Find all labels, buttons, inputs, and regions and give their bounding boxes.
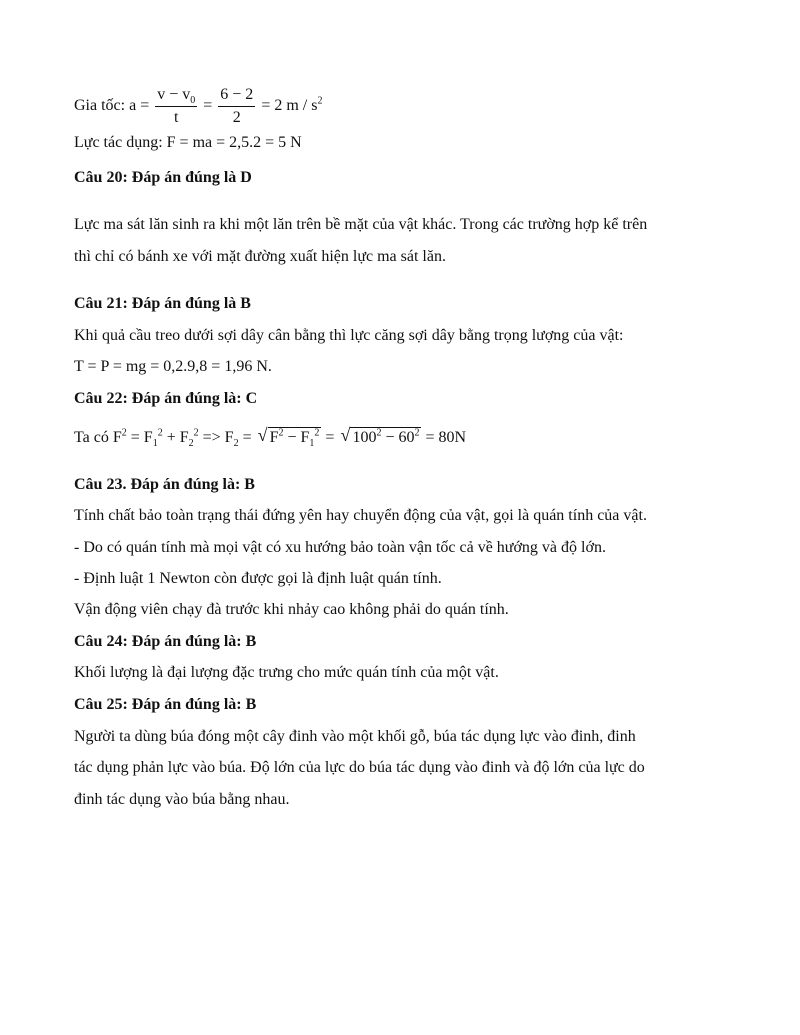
force-equation: F = ma = 2,5.2 = 5 N: [166, 134, 302, 151]
sqrt-100-squared-minus-60-squared: √ $100^2 - 60^2$: [340, 425, 420, 446]
q22-heading: Câu 22: Đáp án đúng là: C: [74, 390, 258, 407]
q23-line-4: Vận động viên chạy đà trước khi nhảy cao không phải do quán tính.: [74, 601, 509, 618]
acceleration-result: = 2 m / $s^2$: [261, 95, 323, 115]
acceleration-lhs: a =: [129, 97, 150, 115]
q25-line-3: đinh tác dụng vào búa bằng nhau.: [74, 791, 290, 808]
q21-line-2: T = P = mg = 0,2.9,8 = 1,96 N.: [74, 358, 272, 375]
q21-heading: Câu 21: Đáp án đúng là B: [74, 295, 251, 312]
force-label: Lực tác dụng:: [74, 134, 163, 151]
q24-line-1: Khối lượng là đại lượng đặc trưng cho mức quán tính của một vật.: [74, 664, 499, 681]
fraction-6-2-over-2: $\frac{6 - 2}{2}$: [220, 86, 254, 126]
force-formula: [74, 133, 302, 153]
q21-line-1: Khi quả cầu treo dưới sợi dây cân bằng thì lực căng sợi dây bằng trọng lượng của vật:: [74, 327, 624, 344]
q25-line-1: Người ta dùng búa đóng một cây đinh vào một khối gỗ, búa tác dụng lực vào đinh, đinh: [74, 728, 636, 745]
q25-heading: Câu 25: Đáp án đúng là: B: [74, 696, 257, 713]
q20-heading: Câu 20: Đáp án đúng là D: [74, 169, 252, 186]
q23-heading: Câu 23. Đáp án đúng là: B: [74, 476, 255, 493]
acceleration-label: Gia tốc:: [74, 97, 126, 115]
acceleration-formula: Gia tốc: a = $\frac{v - v_0}{t}$ = $\frac{6 - 2}{2}$ = 2 m / $s^2$: [74, 86, 323, 126]
fraction-v-v0-over-t: $\frac{v - v_0}{t}$: [157, 86, 196, 126]
q25-line-2: tác dụng phản lực vào búa. Độ lớn của lực do búa tác dụng vào đinh và độ lớn của lực do: [74, 759, 645, 776]
q24-heading: Câu 24: Đáp án đúng là: B: [74, 633, 257, 650]
q23-line-1: Tính chất bảo toàn trạng thái đứng yên hay chuyển động của vật, gọi là quán tính của vật.: [74, 507, 647, 524]
q20-line-1: Lực ma sát lăn sinh ra khi một lăn trên bề mặt của vật khác. Trong các trường hợp kể trên: [74, 216, 648, 233]
q22-equation: Ta có $F^2 = F_1^2 + F_2^2 => F_2$ = √ $F^2 - F_1^2$ = √ $100^2 - 60^2 = 80N$: [74, 425, 467, 450]
q20-line-2: thì chỉ có bánh xe với mặt đường xuất hiện lực ma sát lăn.: [74, 248, 446, 265]
sqrt-f-squared-minus-f1-squared: √ $F^2 - F_1^2$: [257, 425, 320, 450]
q23-line-3: - Định luật 1 Newton còn được gọi là định luật quán tính.: [74, 570, 442, 587]
q23-line-2: - Do có quán tính mà mọi vật có xu hướng bảo toàn vận tốc cả về hướng và độ lớn.: [74, 539, 606, 556]
